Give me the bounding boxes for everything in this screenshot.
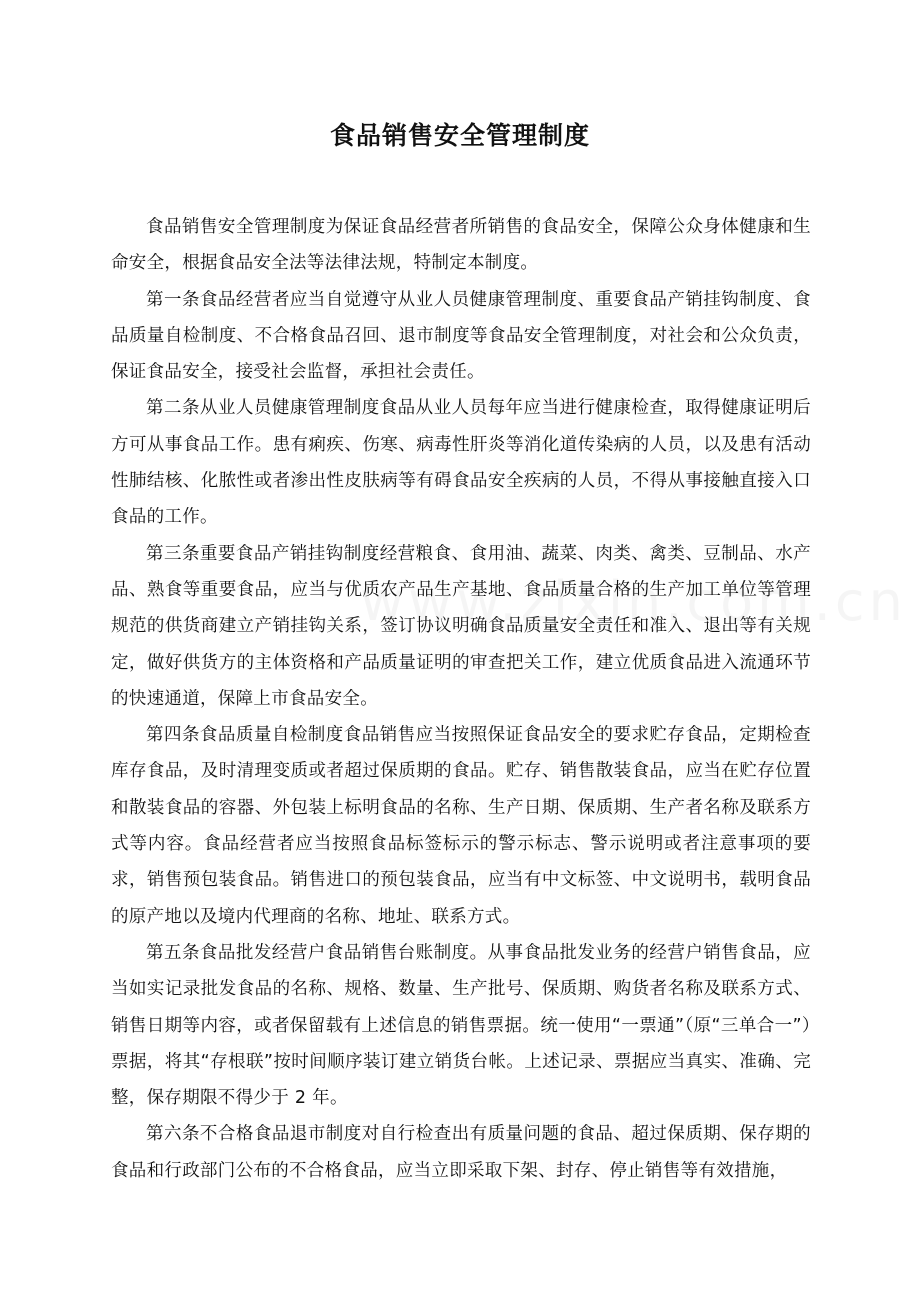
paragraph-article-4: 第四条食品质量自检制度食品销售应当按照保证食品安全的要求贮存食品，定期检查库存食品，及时清理变质或者超过保质期的食品。贮存、销售散装食品，应当在贮存位置和散装食品的容器、外包装上标明食品的名称、生产日期、保质期、生产者名称及联系方式等内容。食品经营者应当按照食品标签标示的警示标志、警示说明或者注意事项的要求，销售预包装食品。销售进口的预包装食品，应当有中文标签、中文说明书，载明食品的原产地以及境内代理商的名称、地址、联系方式。 — [111, 725, 811, 927]
paragraph-article-5: 第五条食品批发经营户食品销售台账制度。从事食品批发业务的经营户销售食品，应当如实记录批发食品的名称、规格、数量、生产批号、保质期、购货者名称及联系方式、销售日期等内容，或者保留载有上述信息的销售票据。统一使用“一票通”（原“三单合一”）票据，将其“存根联”按时间顺序装订建立销货台帐。上述记录、票据应当真实、准确、完整，保存期限不得少于 2 年。 — [111, 942, 811, 1109]
document-body — [111, 209, 811, 1189]
paragraph-article-2: 第二条从业人员健康管理制度食品从业人员每年应当进行健康检查，取得健康证明后方可从事食品工作。患有痢疾、伤寒、病毒性肝炎等消化道传染病的人员，以及患有活动性肺结核、化脓性或者渗出性皮肤病等有碍食品安全疾病的人员，不得从事接触直接入口食品的工作。 — [111, 398, 811, 528]
document-title: 食品销售安全管理制度 — [329, 121, 590, 150]
paragraph-article-6: 第六条不合格食品退市制度对自行检查出有质量问题的食品、超过保质期、保存期的食品和行政部门公布的不合格食品，应当立即采取下架、封存、停止销售等有效措施， — [111, 1124, 811, 1181]
paragraph-article-3: 第三条重要食品产销挂钩制度经营粮食、食用油、蔬菜、肉类、禽类、豆制品、水产品、熟食等重要食品，应当与优质农产品生产基地、食品质量合格的生产加工单位等管理规范的供货商建立产销挂钩关系，签订协议明确食品质量安全责任和准入、退出等有关规定，做好供货方的主体资格和产品质量证明的审查把关工作，建立优质食品进入流通环节的快速通道，保障上市食品安全。 — [111, 543, 811, 709]
paragraph-article-1: 第一条食品经营者应当自觉遵守从业人员健康管理制度、重要食品产销挂钩制度、食品质量自检制度、不合格食品召回、退市制度等食品安全管理制度，对社会和公众负责，保证食品安全，接受社会监督，承担社会责任。 — [111, 289, 811, 383]
paragraph-intro: 食品销售安全管理制度为保证食品经营者所销售的食品安全，保障公众身体健康和生命安全，根据食品安全法等法律法规，特制定本制度。 — [111, 217, 811, 274]
